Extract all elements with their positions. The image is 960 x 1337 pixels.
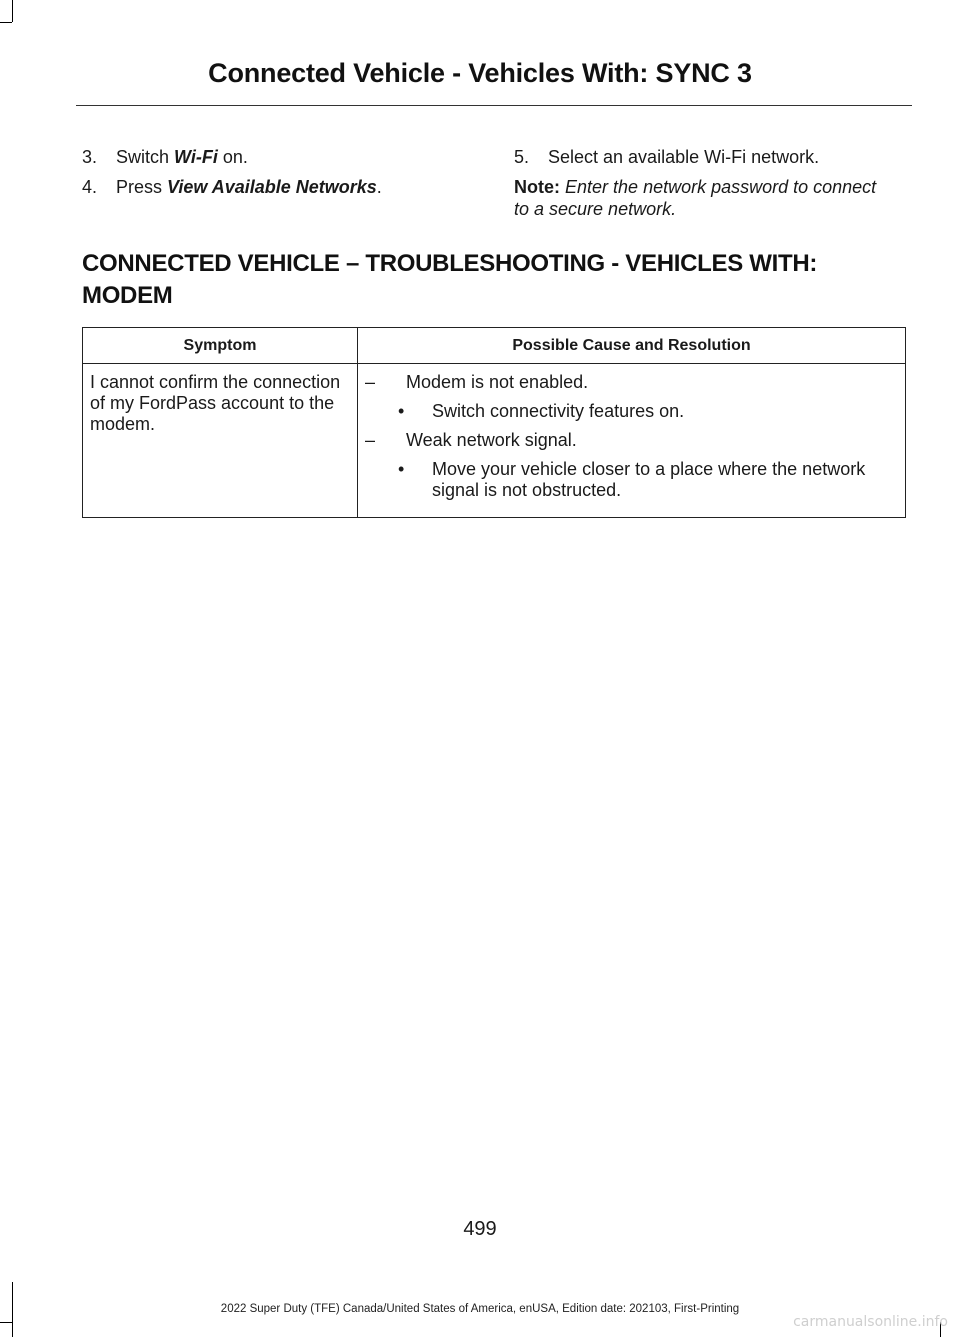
crop-mark <box>12 0 13 22</box>
troubleshooting-table <box>82 327 906 518</box>
cause-cell <box>358 364 906 518</box>
step-suffix: . <box>376 177 382 197</box>
column-header-symptom: Symptom <box>83 328 358 364</box>
step-item <box>514 146 894 168</box>
section-heading: CONNECTED VEHICLE – TROUBLESHOOTING - VEHICLES WITH: MODEM <box>82 250 818 309</box>
step-emphasis: View Available Networks <box>167 177 377 197</box>
step-text <box>116 146 248 168</box>
crop-mark <box>0 22 12 23</box>
bullet-marker: • <box>398 459 405 479</box>
step-number: 4. <box>82 177 98 197</box>
resolution-item <box>398 401 897 422</box>
bullet-marker: • <box>398 401 405 421</box>
resolution-item <box>398 459 897 501</box>
cause-text: Weak network signal. <box>406 430 577 450</box>
table-row <box>83 364 906 518</box>
crop-mark <box>0 1322 12 1323</box>
watermark-link[interactable]: carmanualsonline.info <box>793 1314 948 1330</box>
crop-mark <box>12 1282 13 1322</box>
step-emphasis: Wi-Fi <box>174 147 218 167</box>
resolution-text: Move your vehicle closer to a place where the network signal is not obstructed. <box>432 459 866 500</box>
dash-marker: – <box>365 430 376 450</box>
note-label: Note: <box>514 177 560 197</box>
resolution-text: Switch connectivity features on. <box>432 401 685 421</box>
cause-item <box>365 372 897 393</box>
page-number: 499 <box>463 1218 497 1240</box>
step-prefix: Press <box>116 177 168 197</box>
column-header-cause: Possible Cause and Resolution <box>358 328 906 364</box>
header-divider <box>76 105 912 106</box>
step-number: 3. <box>82 147 98 167</box>
crop-mark <box>12 1322 13 1337</box>
step-text: Select an available Wi-Fi network. <box>548 147 820 167</box>
note <box>514 176 894 220</box>
dash-marker: – <box>365 372 376 392</box>
step-prefix: Switch <box>116 147 175 167</box>
note-text: Enter the network password to connect to a secure network. <box>514 177 877 219</box>
symptom-cell: I cannot confirm the connection of my FordPass account to the modem. <box>83 364 358 518</box>
step-text <box>116 176 382 198</box>
table-header-row <box>83 328 906 364</box>
page-header-title: Connected Vehicle - Vehicles With: SYNC 3 <box>208 58 752 88</box>
left-column <box>82 146 482 206</box>
step-item <box>82 176 482 198</box>
cause-text: Modem is not enabled. <box>406 372 589 392</box>
step-number: 5. <box>514 147 530 167</box>
step-item <box>82 146 482 168</box>
step-suffix: on. <box>217 147 248 167</box>
right-column <box>514 146 894 220</box>
edition-footer: 2022 Super Duty (TFE) Canada/United States of America, enUSA, Edition date: 202103, First-Printing <box>220 1303 740 1315</box>
cause-item <box>365 430 897 451</box>
